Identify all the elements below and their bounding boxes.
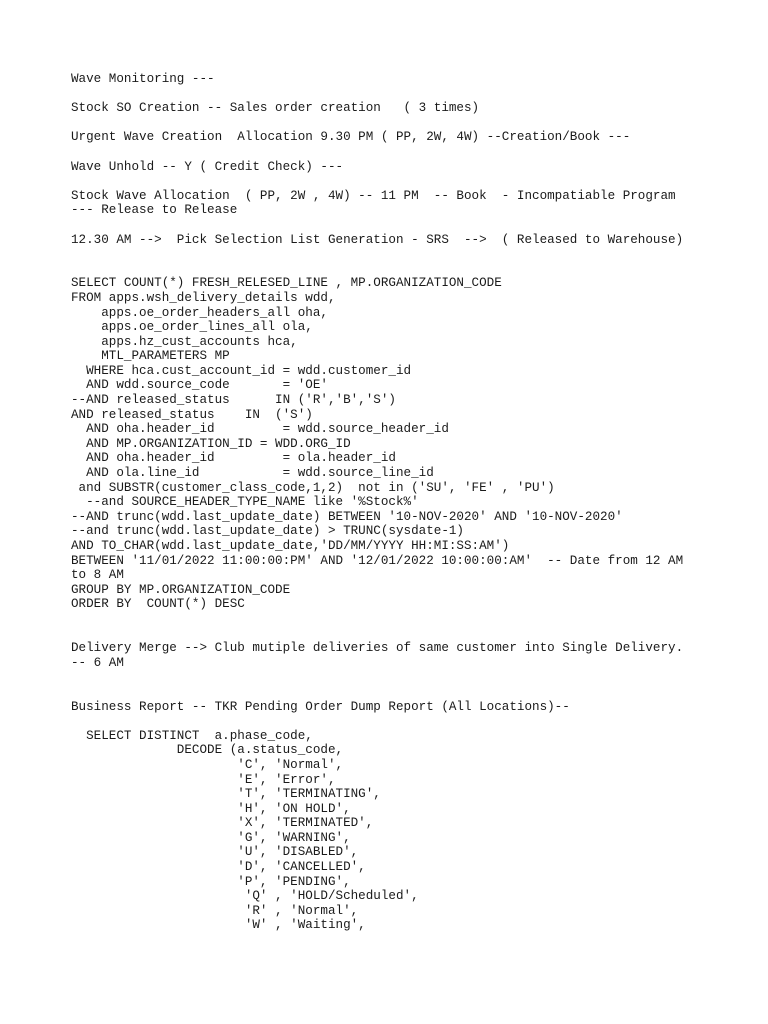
text-line: --AND trunc(wdd.last_update_date) BETWEEN '10-NOV-2020' AND '10-NOV-2020' [71,509,623,524]
document-page [71,72,691,933]
text-line: GROUP BY MP.ORGANIZATION_CODE [71,582,291,597]
text-line: Stock SO Creation -- Sales order creation ( 3 times) [71,101,480,116]
text-line: FROM apps.wsh_delivery_details wdd, [71,290,336,305]
text-line: 'W' , 'Waiting', [71,918,366,933]
text-line: 'H', 'ON HOLD', [71,801,351,816]
text-line: AND ola.line_id = wdd.source_line_id [71,466,434,481]
text-line: --- Release to Release [71,203,238,218]
blank-line [71,247,691,262]
text-line: AND wdd.source_code = 'OE' [71,378,328,393]
text-line: 'X', 'TERMINATED', [71,816,374,831]
blank-line [71,145,691,160]
text-line: SELECT DISTINCT a.phase_code, [71,728,313,743]
text-line: --and SOURCE_HEADER_TYPE_NAME like '%Stock%' [71,495,419,510]
blank-line [71,670,691,685]
text-line: Delivery Merge --> Club mutiple deliveries of same customer into Single Delivery. [71,641,684,656]
text-line: DECODE (a.status_code, [71,743,344,758]
text-line: WHERE hca.cust_account_id = wdd.customer_id [71,363,412,378]
text-line: apps.oe_order_lines_all ola, [71,320,313,335]
text-line: MTL_PARAMETERS MP [71,349,230,364]
text-line: 'R' , 'Normal', [71,903,359,918]
text-line: AND oha.header_id = wdd.source_header_id [71,422,449,437]
text-line: and SUBSTR(customer_class_code,1,2) not in ('SU', 'FE' , 'PU') [71,480,555,495]
text-line: Wave Monitoring --- [71,72,215,86]
blank-line [71,627,691,642]
text-line: AND TO_CHAR(wdd.last_update_date,'DD/MM/YYYY HH:MI:SS:AM') [71,539,510,553]
text-line: AND released_status IN ('S') [71,407,313,422]
text-line: SELECT COUNT(*) FRESH_RELESED_LINE , MP.ORGANIZATION_CODE [71,276,502,291]
blank-line [71,714,691,729]
blank-line [71,218,691,233]
text-line: --and trunc(wdd.last_update_date) > TRUNC(sysdate-1) [71,524,464,539]
text-line: ORDER BY COUNT(*) DESC [71,597,245,612]
text-line: 'C', 'Normal', [71,757,344,772]
blank-line [71,87,691,102]
text-line: Business Report -- TKR Pending Order Dump Report (All Locations)-- [71,699,570,714]
text-line: 12.30 AM --> Pick Selection List Generation - SRS --> ( Released to Warehouse) [71,232,684,247]
text-line: Wave Unhold -- Y ( Credit Check) --- [71,159,344,174]
text-line: 'P', 'PENDING', [71,874,351,889]
blank-line [71,116,691,131]
text-line: Urgent Wave Creation Allocation 9.30 PM ( PP, 2W, 4W) --Creation/Book --- [71,130,631,145]
text-line: Stock Wave Allocation ( PP, 2W , 4W) -- 11 PM -- Book - Incompatiable Program [71,188,676,203]
text-line: 'D', 'CANCELLED', [71,860,366,875]
text-line: 'T', 'TERMINATING', [71,787,381,802]
text-line: 'Q' , 'HOLD/Scheduled', [71,889,419,904]
text-line: AND oha.header_id = ola.header_id [71,451,396,466]
text-line: 'U', 'DISABLED', [71,845,359,860]
text-line: apps.hz_cust_accounts hca, [71,334,298,349]
blank-line [71,174,691,189]
text-line: BETWEEN '11/01/2022 11:00:00:PM' AND '12/01/2022 10:00:00:AM' -- Date from 12 AM [71,553,684,568]
text-line: -- 6 AM [71,655,124,670]
blank-line [71,685,691,700]
text-line: 'E', 'Error', [71,772,336,787]
text-line: to 8 AM [71,568,124,583]
text-line: AND MP.ORGANIZATION_ID = WDD.ORG_ID [71,436,351,451]
blank-line [71,262,691,277]
text-line: --AND released_status IN ('R','B','S') [71,393,396,408]
text-line: 'G', 'WARNING', [71,830,351,845]
text-line: apps.oe_order_headers_all oha, [71,305,328,320]
blank-line [71,612,691,627]
